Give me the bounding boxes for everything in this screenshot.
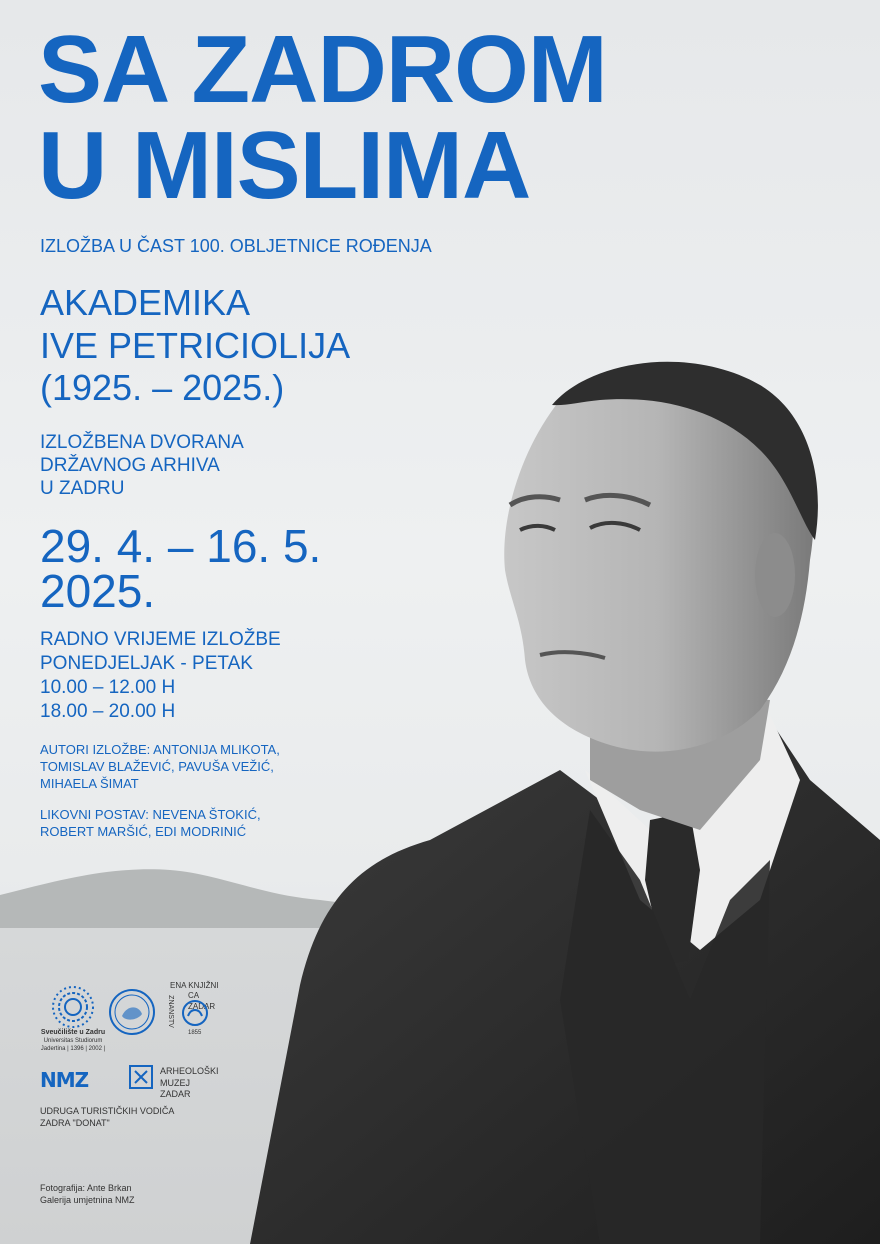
guides-association-line-2: ZADRA "DONAT" xyxy=(40,1118,110,1128)
archive-seal-icon xyxy=(108,988,156,1036)
nmz-logo xyxy=(40,1068,88,1092)
title-line-1: SA ZADROM xyxy=(38,16,607,123)
library-logo xyxy=(166,980,226,1042)
museum-emblem-icon xyxy=(128,1064,154,1090)
museum-name-2: MUZEJ ZADAR xyxy=(160,1078,191,1099)
library-arc-text-2: CA ZADAR xyxy=(188,991,216,1011)
opening-hours-slot-1: 10.00 – 12.00 H xyxy=(40,677,176,698)
library-emblem-icon xyxy=(182,1000,208,1026)
title-line-2: U MISLIMA xyxy=(38,112,531,219)
university-latin: Universitas Studiorum xyxy=(43,1038,103,1044)
library-year: 1855 xyxy=(188,1030,202,1036)
photo-credit-source: Galerija umjetnina NMZ xyxy=(40,1195,135,1205)
opening-hours-slot-2: 18.00 – 20.00 H xyxy=(40,701,176,722)
photo-credit-author: Fotografija: Ante Brkan xyxy=(40,1183,132,1193)
library-arc-text-1: ENA KNJIŽNI xyxy=(170,981,219,990)
nmz-wordmark: NMZ xyxy=(40,1068,89,1092)
authors-line-1: AUTORI IZLOŽBE: ANTONIJA MLIKOTA, xyxy=(40,742,280,757)
design-line-1: LIKOVNI POSTAV: NEVENA ŠTOKIĆ, xyxy=(40,807,261,822)
authors-line-2: TOMISLAV BLAŽEVIĆ, PAVUŠA VEŽIĆ, xyxy=(40,759,274,774)
venue-line-3: U ZADRU xyxy=(40,478,125,499)
university-logo xyxy=(38,985,108,1053)
opening-hours-days: PONEDJELJAK - PETAK xyxy=(40,653,253,674)
university-name: Sveučilište u Zadru xyxy=(40,1029,106,1036)
subtitle: IZLOŽBA U ČAST 100. OBLJETNICE ROĐENJA xyxy=(40,236,432,256)
opening-hours-title: RADNO VRIJEME IZLOŽBE xyxy=(40,629,281,650)
honoree-line-1: AKADEMIKA xyxy=(40,282,251,323)
ear xyxy=(755,533,795,617)
mountain-silhouette xyxy=(0,869,360,930)
exhibition-year: 2025. xyxy=(40,565,156,617)
venue-line-1: IZLOŽBENA DVORANA xyxy=(40,432,244,453)
honoree-years: (1925. – 2025.) xyxy=(40,367,285,408)
university-years: Jadertina | 1396 | 2002 | xyxy=(40,1046,106,1052)
authors-line-3: MIHAELA ŠIMAT xyxy=(40,776,139,791)
guides-association-line-1: UDRUGA TURISTIČKIH VODIČA xyxy=(40,1106,175,1116)
university-emblem-icon xyxy=(51,985,95,1029)
exhibition-dates: 29. 4. – 16. 5. xyxy=(40,520,322,572)
honoree-line-2: IVE PETRICIOLIJA xyxy=(40,325,351,366)
library-side-text: ZNANSTV xyxy=(166,995,174,1028)
design-line-2: ROBERT MARŠIĆ, EDI MODRINIĆ xyxy=(40,824,247,839)
museum-name-1: ARHEOLOŠKI xyxy=(160,1066,219,1076)
venue-line-2: DRŽAVNOG ARHIVA xyxy=(40,455,220,476)
